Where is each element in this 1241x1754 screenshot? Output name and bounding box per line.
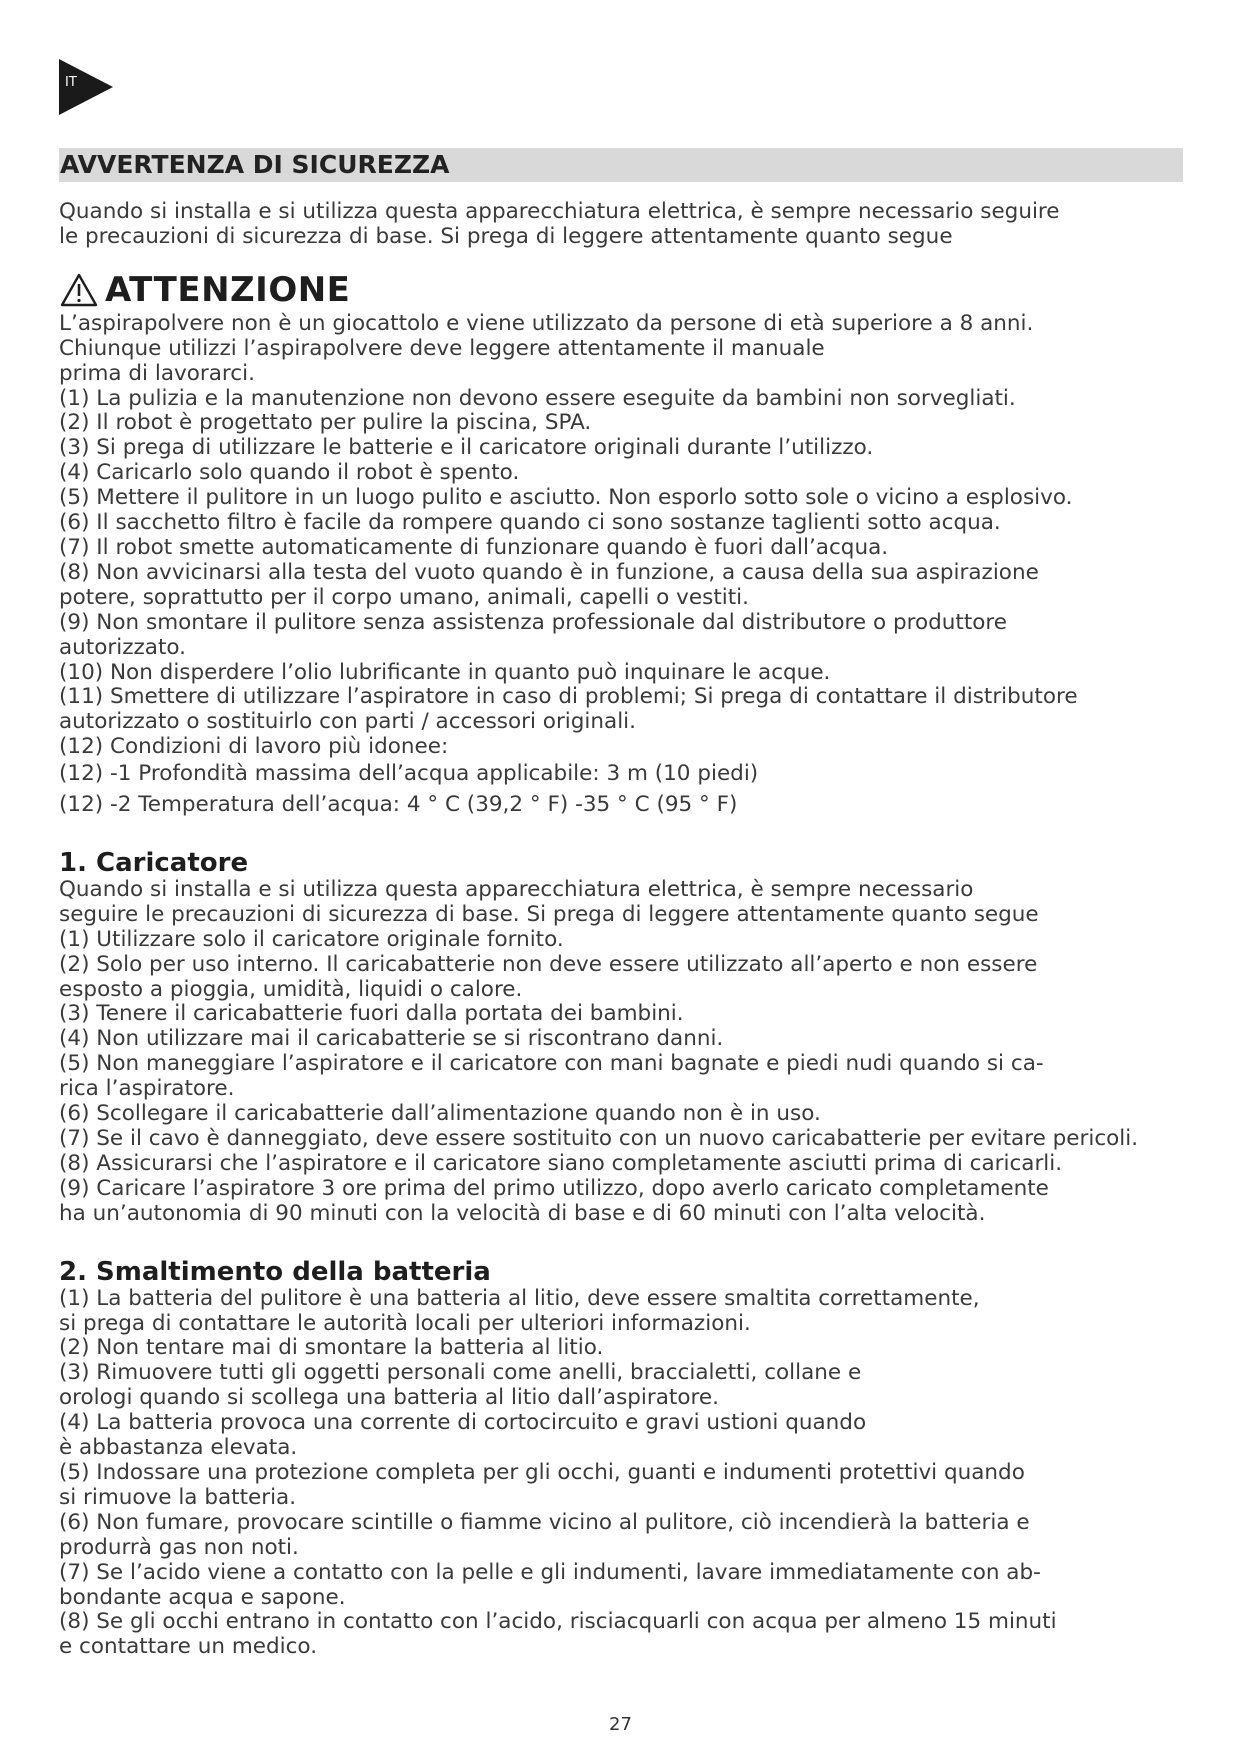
safety-banner-title: AVVERTENZA DI SICUREZZA — [59, 148, 1183, 182]
warning-heading — [59, 268, 1183, 312]
condition-temperature: (12) -2 Temperatura dell’acqua: 4 ° C (39,2 ° F) -35 ° C (95 ° F) — [59, 792, 738, 818]
warning-title: ATTENZIONE — [105, 269, 351, 310]
language-code: IT — [65, 75, 77, 90]
safety-intro: Quando si installa e si utilizza questa apparecchiatura elettrica, è sempre necessario seguire le precauzioni di sicurezza di base. Si prega di leggere attentamente quanto segue — [59, 199, 1060, 249]
charger-section-body: Quando si installa e si utilizza questa apparecchiatura elettrica, è sempre necessario seguire le precauzioni di sicurezza di base. Si prega di leggere attentamente quanto segue (1) Utilizzare solo il caricatore originale fornito. (2) Solo per uso interno. Il caricabatterie non deve essere utilizzato all’aperto e non essere esposto a pioggia, umidità, liquidi o calore. (3) Tenere il caricabatterie fuori dalla portata dei bambini. (4) Non utilizzare mai il caricabatterie se si riscontrano danni. (5) Non maneggiare l’aspiratore e il caricatore con mani bagnate e piedi nudi quando si ca- rica l’aspiratore. (6) Scollegare il caricabatterie dall’alimentazione quando non è in uso. (7) Se il cavo è danneggiato, deve essere sostituito con un nuovo caricabatterie per evitare pericoli. (8) Assicurarsi che l’aspiratore e il caricatore siano completamente asciutti prima di caricarli. (9) Caricare l’aspiratore 3 ore prima del primo utilizzo, dopo averlo caricato completamente ha un’autonomia di 90 minuti con la velocità di base e di 60 minuti con l’alta velocità. — [59, 876, 1139, 1226]
page-content — [59, 148, 1183, 1660]
warning-triangle-icon — [59, 272, 99, 308]
condition-depth: (12) -1 Profondità massima dell’acqua applicabile: 3 m (10 piedi) — [59, 761, 759, 787]
warning-text: L’aspirapolvere non è un giocattolo e viene utilizzato da persone di età superiore a 8 anni. Chiunque utilizzi l’aspirapolvere deve leggere attentamente il manuale prima di lavorarci. (1) La pulizia e la manutenzione non devono essere eseguite da bambini non sorvegliati. (2) Il robot è progettato per pulire la piscina, SPA. (3) Si prega di utilizzare le batterie e il caricatore originali durante l’utilizzo. (4) Caricarlo solo quando il robot è spento. (5) Mettere il pulitore in un luogo pulito e asciutto. Non esporlo sotto sole o vicino a esplosivo. (6) Il sacchetto filtro è facile da rompere quando ci sono sostanze taglienti sotto acqua. (7) Il robot smette automaticamente di funzionare quando è fuori dall’acqua. (8) Non avvicinarsi alla testa del vuoto quando è in funzione, a causa della sua aspirazione potere, soprattutto per il corpo umano, animali, capelli o vestiti. (9) Non smontare il pulitore senza assistenza professionale dal distributore o produttore autorizzato. (10) Non disperdere l’olio lubrificante in quanto può inquinare le acque. (11) Smettere di utilizzare l’aspiratore in caso di problemi; Si prega di contattare il distributore autorizzato o sostituirlo con parti / accessori originali. (12) Condizioni di lavoro più idonee: — [59, 310, 1078, 760]
page-number: 27 — [609, 1714, 632, 1735]
language-tab — [59, 59, 113, 115]
charger-section-title: 1. Caricatore — [59, 847, 249, 878]
battery-section-title: 2. Smaltimento della batteria — [59, 1256, 491, 1287]
battery-section-body: (1) La batteria del pulitore è una batteria al litio, deve essere smaltita correttamente, si prega di contattare le autorità locali per ulteriori informazioni. (2) Non tentare mai di smontare la batteria al litio. (3) Rimuovere tutti gli oggetti personali come anelli, braccialetti, collane e orologi quando si scollega una batteria al litio dall’aspiratore. (4) La batteria provoca una corrente di cortocircuito e gravi ustioni quando è abbastanza elevata. (5) Indossare una protezione completa per gli occhi, guanti e indumenti protettivi quando si rimuove la batteria. (6) Non fumare, provocare scintille o fiamme vicino al pulitore, ciò incendierà la batteria e produrrà gas non noti. (7) Se l’acido viene a contatto con la pelle e gli indumenti, lavare immediatamente con ab- bondante acqua e sapone. (8) Se gli occhi entrano in contatto con l’acido, risciacquarli con acqua per almeno 15 minuti e contattare un medico. — [59, 1285, 1057, 1660]
